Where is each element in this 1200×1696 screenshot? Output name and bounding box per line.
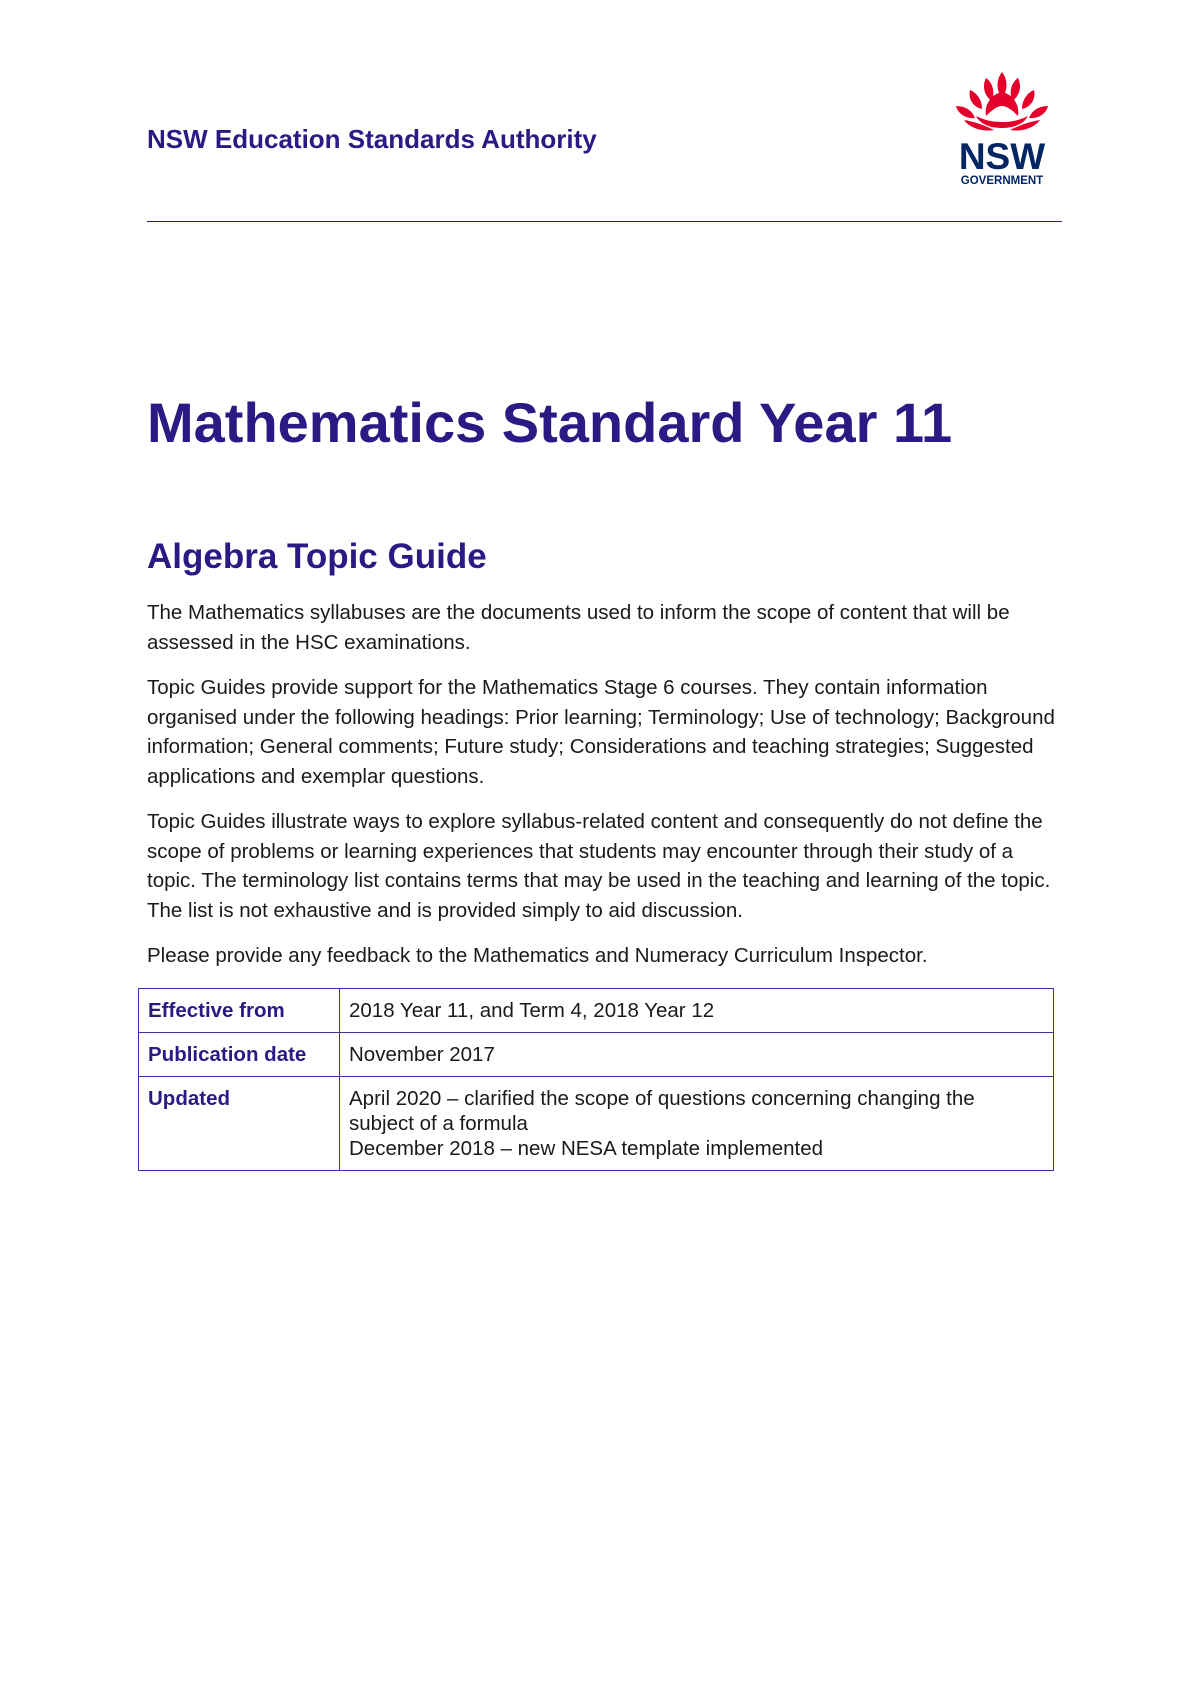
table-row xyxy=(139,1077,1054,1171)
logo-subtext: GOVERNMENT xyxy=(960,175,1044,187)
paragraph: Topic Guides illustrate ways to explore syllabus-related content and consequently do not define the scope of problems or learning experiences that students may encounter through their study of a topic. The terminology list contains terms that may be used in the teaching and learning of the topic. The list is not exhaustive and is provided simply to aid discussion. xyxy=(147,810,1051,922)
table-cell-line: 2018 Year 11, and Term 4, 2018 Year 12 xyxy=(349,999,715,1022)
table-cell-line: April 2020 – clarified the scope of questions concerning changing the subject of a formula xyxy=(349,1087,975,1135)
paragraph: Please provide any feedback to the Mathematics and Numeracy Curriculum Inspector. xyxy=(147,944,928,967)
table-cell-line: November 2017 xyxy=(349,1043,495,1066)
updated-label: Updated xyxy=(139,1077,340,1171)
paragraph: Topic Guides provide support for the Mathematics Stage 6 courses. They contain information organised under the following headings: Prior learning; Terminology; Use of technology; Background information; General comments; Future study; Considerations and teaching strategies; Suggested applications and exemplar questions. xyxy=(147,676,1055,788)
document-subtitle: Algebra Topic Guide xyxy=(147,537,487,576)
publication-date-value xyxy=(340,1033,1054,1077)
effective-from-label: Effective from xyxy=(139,989,340,1033)
header-divider xyxy=(147,221,1062,222)
paragraph: The Mathematics syllabuses are the documents used to inform the scope of content that will be assessed in the HSC examinations. xyxy=(147,601,1010,654)
document-title: Mathematics Standard Year 11 xyxy=(147,391,953,454)
updated-value xyxy=(340,1077,1054,1171)
introduction-text xyxy=(147,598,1067,987)
table-cell-line: December 2018 – new NESA template implemented xyxy=(349,1137,824,1160)
publication-date-label: Publication date xyxy=(139,1033,340,1077)
document-info-table xyxy=(138,988,1054,1171)
effective-from-value xyxy=(340,989,1054,1033)
table-row xyxy=(139,1033,1054,1077)
table-row xyxy=(139,989,1054,1033)
logo-wordmark: NSW xyxy=(958,136,1046,177)
organisation-name: NSW Education Standards Authority xyxy=(147,124,597,154)
waratah-flower-icon xyxy=(956,72,1048,131)
nsw-government-logo xyxy=(946,70,1058,190)
